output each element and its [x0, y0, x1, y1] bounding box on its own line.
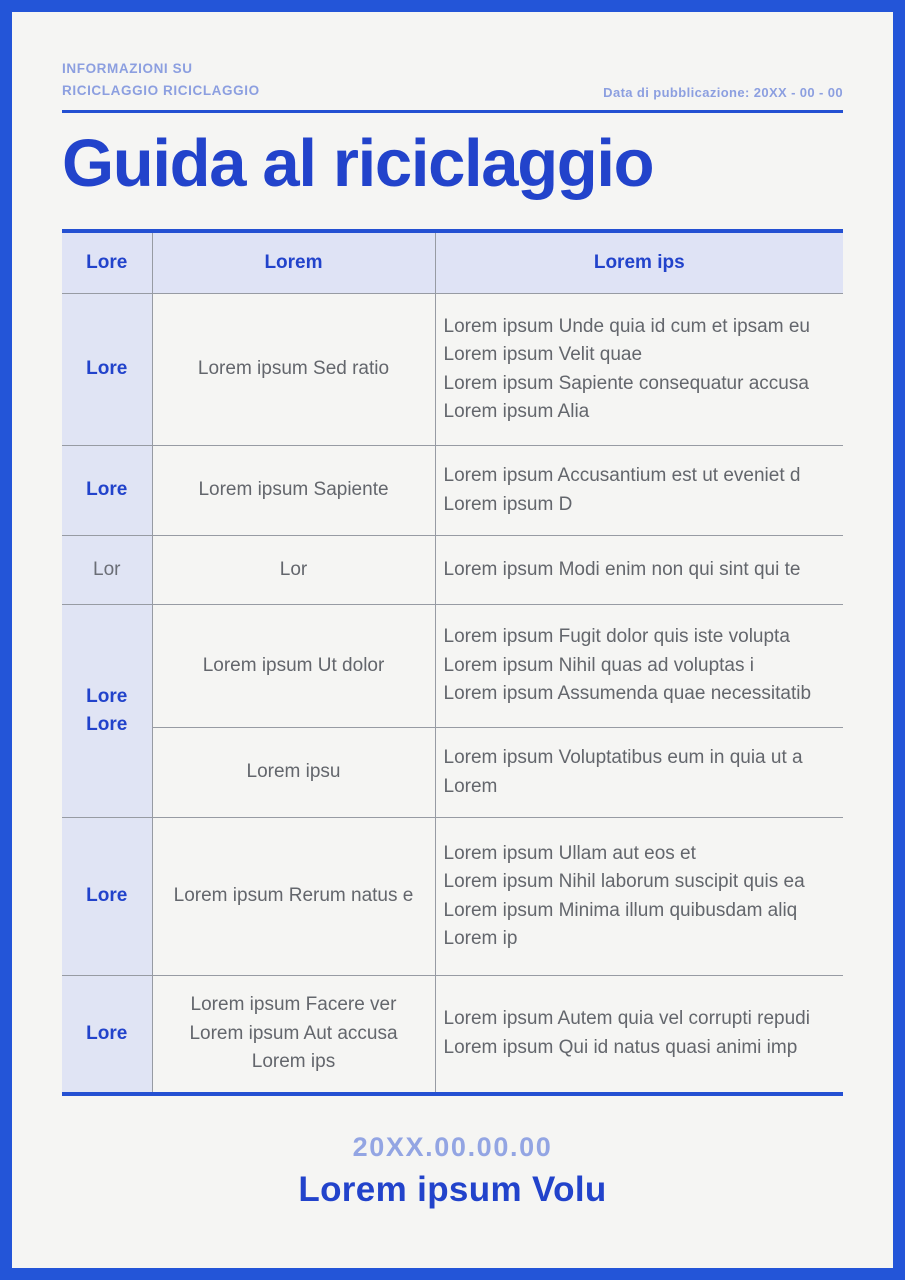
description-line: Lorem ipsum Nihil quas ad voluptas i	[443, 654, 754, 676]
category-line-2: RICICLAGGIO RICICLAGGIO	[62, 82, 260, 98]
item-line: Lorem ipsum Facere ver	[190, 994, 397, 1016]
row-label: Lore	[62, 818, 152, 976]
description-line: Lorem ipsum Assumenda quae necessitatib	[443, 683, 812, 705]
description-line: Lorem ipsum Qui id natus quasi animi imp	[443, 1036, 798, 1058]
description-line: Lorem ipsum Unde quia id cum et ipsam eu	[443, 315, 810, 337]
table-row	[62, 294, 843, 446]
publication-date: Data di pubblicazione: 20XX - 00 - 00	[603, 85, 843, 101]
label-line: Lore	[86, 714, 128, 736]
description-line: Lorem ipsum Fugit dolor quis iste volupta	[443, 626, 790, 648]
row-label: Lore	[62, 976, 152, 1094]
table-row	[62, 446, 843, 536]
recycling-guide-table	[62, 229, 843, 1096]
row-description	[435, 976, 843, 1094]
footer	[62, 1132, 843, 1210]
row-description	[435, 294, 843, 446]
footer-date: 20XX.00.00.00	[352, 1131, 553, 1162]
row-item: Lorem ipsum Rerum natus e	[152, 818, 435, 976]
row-item: Lorem ipsu	[152, 728, 435, 818]
description-line: Lorem ipsum D	[443, 493, 573, 515]
row-label: Lore	[62, 294, 152, 446]
row-description	[435, 536, 843, 605]
row-description	[435, 818, 843, 976]
row-label: Lor	[62, 536, 152, 605]
description-line: Lorem ipsum Alia	[443, 401, 590, 423]
footer-title: Lorem ipsum Volu	[298, 1169, 607, 1209]
table-row	[62, 728, 843, 818]
header-divider	[62, 110, 843, 113]
row-item: Lor	[152, 536, 435, 605]
description-line: Lorem ipsum Autem quia vel corrupti repudi	[443, 1008, 810, 1030]
table-row	[62, 605, 843, 728]
description-line: Lorem ipsum Nihil laborum suscipit quis ea	[443, 871, 805, 893]
table-row	[62, 976, 843, 1094]
description-line: Lorem ipsum Accusantium est ut eveniet d	[443, 465, 801, 487]
row-description	[435, 446, 843, 536]
column-header-lorem: Lorem	[152, 231, 435, 294]
description-line: Lorem ipsum Modi enim non qui sint qui te	[443, 558, 801, 580]
category-line-1: INFORMAZIONI SU	[62, 61, 193, 76]
description-line: Lorem ip	[443, 928, 518, 950]
table-row	[62, 818, 843, 976]
row-item	[152, 976, 435, 1094]
row-label: Lore	[62, 446, 152, 536]
document-page	[12, 12, 893, 1268]
description-line: Lorem ipsum Voluptatibus eum in quia ut a	[443, 747, 803, 769]
description-line: Lorem ipsum Velit quae	[443, 344, 643, 366]
row-description	[435, 728, 843, 818]
column-header-lorem-ips: Lorem ips	[435, 231, 843, 294]
item-line: Lorem ips	[251, 1051, 336, 1073]
masthead	[62, 58, 843, 101]
row-item: Lorem ipsum Ut dolor	[152, 605, 435, 728]
label-line: Lore	[86, 685, 128, 707]
row-item: Lorem ipsum Sed ratio	[152, 294, 435, 446]
page-title: Guida al riciclaggio	[62, 126, 654, 202]
column-header-lore: Lore	[62, 231, 152, 294]
row-label-merged	[62, 605, 152, 818]
table-header-row	[62, 231, 843, 294]
table-row	[62, 536, 843, 605]
description-line: Lorem ipsum Minima illum quibusdam aliq	[443, 899, 798, 921]
description-line: Lorem ipsum Sapiente consequatur accusa	[443, 372, 809, 394]
row-item: Lorem ipsum Sapiente	[152, 446, 435, 536]
document-category	[62, 58, 260, 101]
row-description	[435, 605, 843, 728]
description-line: Lorem	[443, 775, 498, 797]
description-line: Lorem ipsum Ullam aut eos et	[443, 842, 696, 864]
item-line: Lorem ipsum Aut accusa	[189, 1022, 398, 1044]
